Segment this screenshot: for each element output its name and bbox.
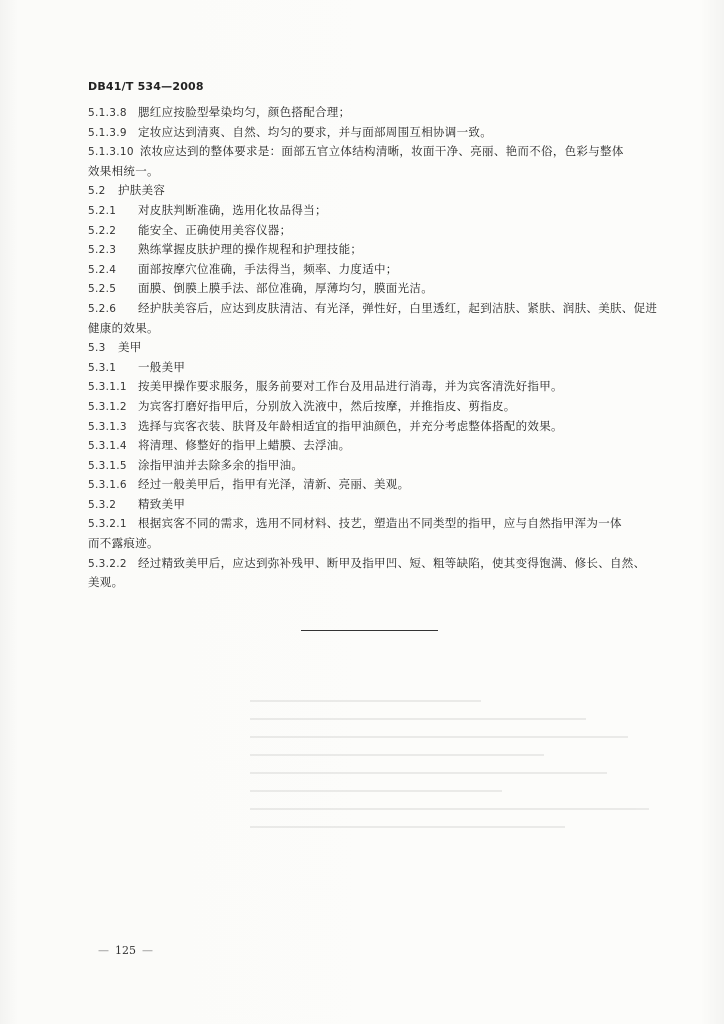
clause-text: 涂指甲油并去除多余的指甲油。 — [138, 457, 304, 472]
clause-line — [88, 514, 658, 534]
clause-text: 定妆应达到清爽、自然、均匀的要求，并与面部周围互相协调一致。 — [138, 124, 492, 139]
show-through-texture — [250, 700, 670, 950]
clause-number: 5.3.1.6 — [88, 479, 127, 492]
clause-number: 5.1.3.8 — [88, 107, 127, 119]
section-number: 5.2 — [88, 185, 106, 198]
section-heading — [88, 338, 658, 358]
clause-text: 面膜、倒膜上膜手法、部位准确，厚薄均匀，膜面光洁。 — [138, 281, 433, 296]
clause-text: 美观。 — [88, 575, 124, 590]
clause-continuation — [88, 534, 658, 554]
subsection-heading — [88, 495, 658, 515]
clause-line — [88, 142, 658, 162]
clause-line — [88, 377, 658, 397]
clause-text: 选择与宾客衣装、肤肾及年龄相适宜的指甲油颜色，并充分考虑整体搭配的效果。 — [138, 418, 563, 433]
clause-number: 5.2.5 — [88, 283, 117, 296]
clause-text: 对皮肤判断准确，选用化妆品得当； — [138, 202, 327, 217]
clause-text: 健康的效果。 — [88, 320, 159, 335]
clause-number: 5.2.6 — [88, 302, 117, 315]
subsection-number: 5.3.2 — [88, 498, 117, 511]
clause-text: 熟练掌握皮肤护理的操作规程和护理技能； — [138, 242, 363, 257]
clause-text: 根据宾客不同的需求，选用不同材料、技艺，塑造出不同类型的指甲，应与自然指甲浑为一体 — [138, 516, 622, 531]
clause-continuation — [88, 162, 658, 182]
clause-line — [88, 240, 658, 260]
clause-line — [88, 554, 658, 574]
clause-line — [88, 456, 658, 476]
clause-line — [88, 260, 658, 280]
clause-text: 能安全、正确使用美容仪器； — [138, 222, 292, 237]
clause-line — [88, 436, 658, 456]
subsection-heading — [88, 358, 658, 378]
clause-line — [88, 201, 658, 221]
clause-text: 腮红应按脸型晕染均匀，颜色搭配合理； — [138, 105, 351, 119]
clause-number: 5.2.1 — [88, 204, 117, 217]
clause-text: 将清理、修整好的指甲上蜡膜、去浮油。 — [138, 438, 351, 453]
section-heading — [88, 181, 658, 201]
clause-number: 5.3.1.5 — [88, 459, 127, 472]
clause-continuation — [88, 573, 658, 593]
clause-number: 5.3.2.2 — [88, 557, 127, 570]
clause-text: 面部按摩穴位准确，手法得当，频率、力度适中； — [138, 261, 398, 276]
clause-text: 为宾客打磨好指甲后，分别放入洗液中，然后按摩，并推指皮、剪指皮。 — [138, 398, 516, 413]
footer-dash-right: — — [142, 944, 153, 957]
clause-number: 5.2.2 — [88, 224, 117, 237]
clause-number: 5.2.4 — [88, 263, 117, 276]
end-of-text-rule — [301, 630, 438, 631]
document-body — [88, 103, 658, 593]
clause-line — [88, 299, 658, 319]
section-title: 护肤美容 — [118, 183, 166, 198]
clause-text: 而不露痕迹。 — [88, 536, 159, 551]
page-number-footer — [92, 944, 159, 957]
standard-code-header: DB41/T 534—2008 — [88, 80, 204, 93]
clause-line — [88, 103, 658, 123]
clause-text: 经过精致美甲后，应达到弥补残甲、断甲及指甲凹、短、粗等缺陷，使其变得饱满、修长、自然、 — [138, 555, 646, 570]
clause-text: 经过一般美甲后，指甲有光泽，清新、亮丽、美观。 — [138, 477, 410, 492]
clause-line — [88, 475, 658, 495]
clause-number: 5.3.2.1 — [88, 518, 127, 531]
clause-line — [88, 123, 658, 143]
clause-number: 5.3.1.1 — [88, 381, 127, 394]
clause-line — [88, 417, 658, 437]
subsection-title: 一般美甲 — [138, 359, 186, 374]
clause-number: 5.3.1.3 — [88, 420, 127, 433]
clause-number: 5.1.3.9 — [88, 126, 127, 139]
clause-number: 5.3.1.2 — [88, 400, 127, 413]
clause-text: 浓妆应达到的整体要求是：面部五官立体结构清晰，妆面干净、亮丽、艳而不俗，色彩与整体 — [139, 144, 624, 159]
clause-number: 5.1.3.10 — [88, 146, 134, 159]
clause-text: 效果相统一。 — [88, 163, 159, 178]
clause-line — [88, 397, 658, 417]
clause-text: 经护肤美容后，应达到皮肤清洁、有光泽，弹性好，白里透红，起到洁肤、紧肤、润肤、美肤、促进 — [138, 300, 658, 315]
footer-dash-left: — — [98, 944, 109, 957]
clause-number: 5.2.3 — [88, 244, 117, 257]
subsection-title: 精致美甲 — [138, 496, 186, 511]
page-number: 125 — [115, 944, 136, 957]
clause-line — [88, 221, 658, 241]
subsection-number: 5.3.1 — [88, 361, 117, 374]
section-title: 美甲 — [118, 340, 142, 355]
clause-line — [88, 279, 658, 299]
section-number: 5.3 — [88, 342, 106, 355]
clause-continuation — [88, 319, 658, 339]
clause-number: 5.3.1.4 — [88, 440, 127, 453]
clause-text: 按美甲操作要求服务，服务前要对工作台及用品进行消毒，并为宾客清洗好指甲。 — [138, 379, 563, 394]
